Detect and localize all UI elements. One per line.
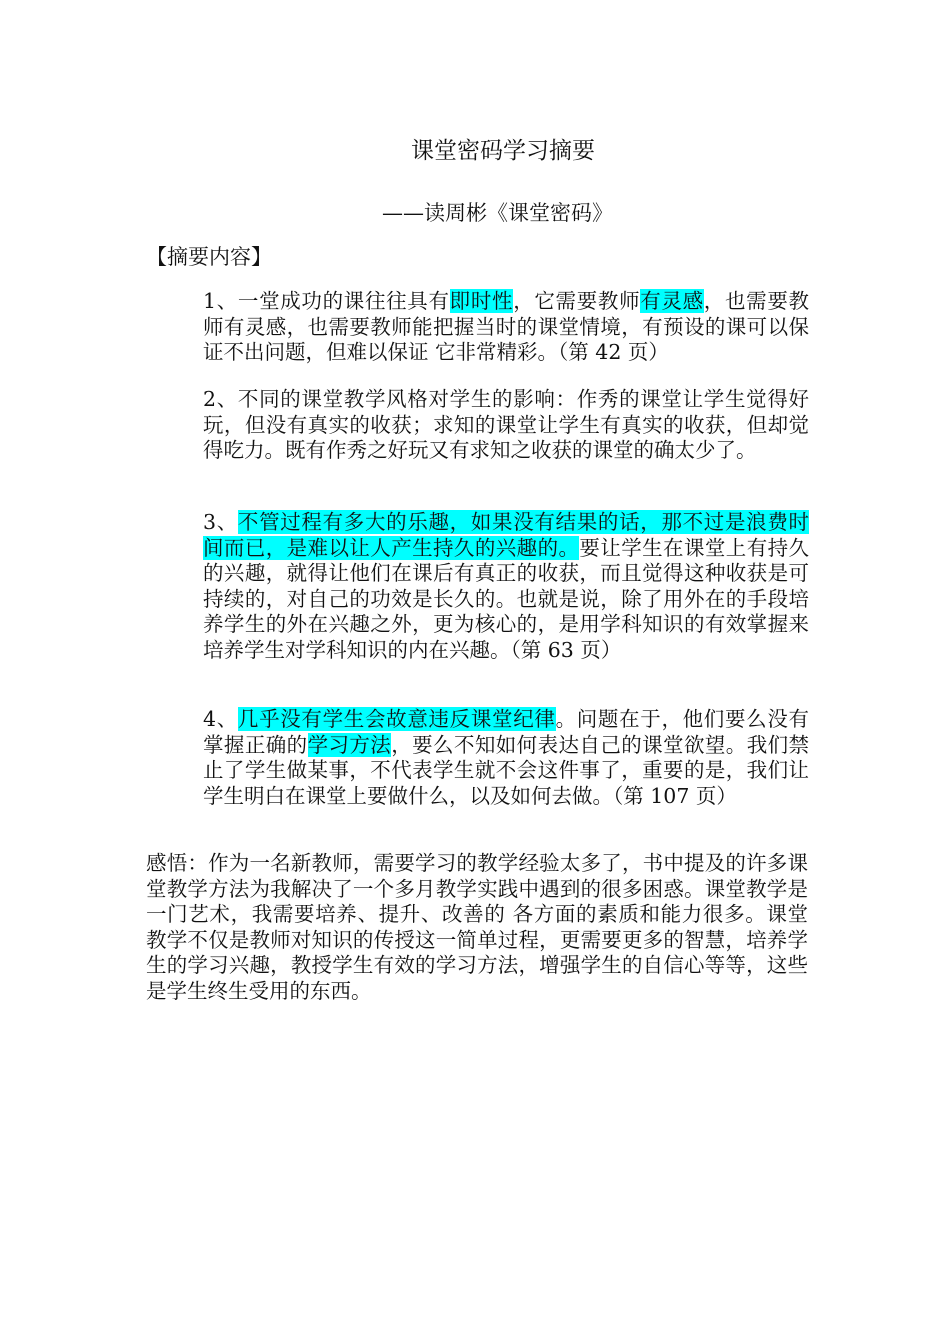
document-subtitle: ——读周彬《课堂密码》: [382, 201, 613, 225]
item-text: 2、不同的课堂教学风格对学生的影响：作秀的课堂让学生觉得好玩，但没有真实的收获；求知的课堂让学生有真实的收获，但却觉得吃力。既有作秀之好玩又有求知之收获的课堂的确太少了。: [203, 387, 809, 463]
summary-item-3: [203, 510, 809, 664]
item-text: 3、: [203, 510, 238, 534]
highlighted-text: 学习方法: [307, 732, 392, 757]
summary-item-2: [203, 387, 809, 464]
section-label: 【摘要内容】: [146, 245, 272, 269]
item-text: 1、一堂成功的课往往具有: [203, 289, 450, 313]
highlighted-text: 即时性: [449, 289, 514, 313]
document-title: 课堂密码学习摘要: [411, 138, 595, 164]
item-text: ，也需要教师有灵感，也需要教师能把握当时的课堂情境，有预设的课可以保证不出问题，但难以保证 它非常精彩。（第 42 页）: [203, 289, 810, 365]
reflection-paragraph: 感悟：作为一名新教师，需要学习的教学经验太多了，书中提及的许多课堂教学方法为我解决了一个多月教学实践中遇到的很多困惑。课堂教学是一门艺术，我需要培养、提升、改善的 各方面的素质和能力很多。课堂教学不仅是教师对知识的传授这一简单过程，更需要更多的智慧，培养学生的学习兴趣，教授学生有效的学习方法，增强学生的自信心等等，这些是学生终生受用的东西。: [146, 851, 808, 1003]
item-text: ，它需要教师: [513, 289, 641, 313]
item-text: 4、: [203, 707, 238, 731]
highlighted-text: 有灵感: [640, 289, 704, 313]
item-text: 要让学生在课堂上有持久的兴趣，就得让他们在课后有真正的收获，而且觉得这种收获是可持续的，对自己的功效是长久的。也就是说，除了用外在的手段培养学生的外在兴趣之外，更为核心的，是用学科知识的有效掌握来培养学生对学科知识的内在兴趣。（第 63 页）: [203, 535, 810, 662]
item-text: 。问题在于，他们要么没有掌握正确的: [203, 707, 810, 757]
summary-item-1: [203, 289, 809, 366]
item-text: ，要么不知如何表达自己的课堂欲望。我们禁止了学生做某事，不代表学生就不会这件事了，重要的是，我们让学生明白在课堂上要做什么，以及如何去做。（第 107 页）: [203, 732, 810, 808]
highlighted-text: 几乎没有学生会故意违反课堂纪律: [237, 707, 556, 731]
summary-item-4: [203, 707, 809, 809]
highlighted-text: 不管过程有多大的乐趣，如果没有结果的话，那不过是浪费时间而已，是难以让人产生持久的兴趣的。: [203, 510, 810, 560]
